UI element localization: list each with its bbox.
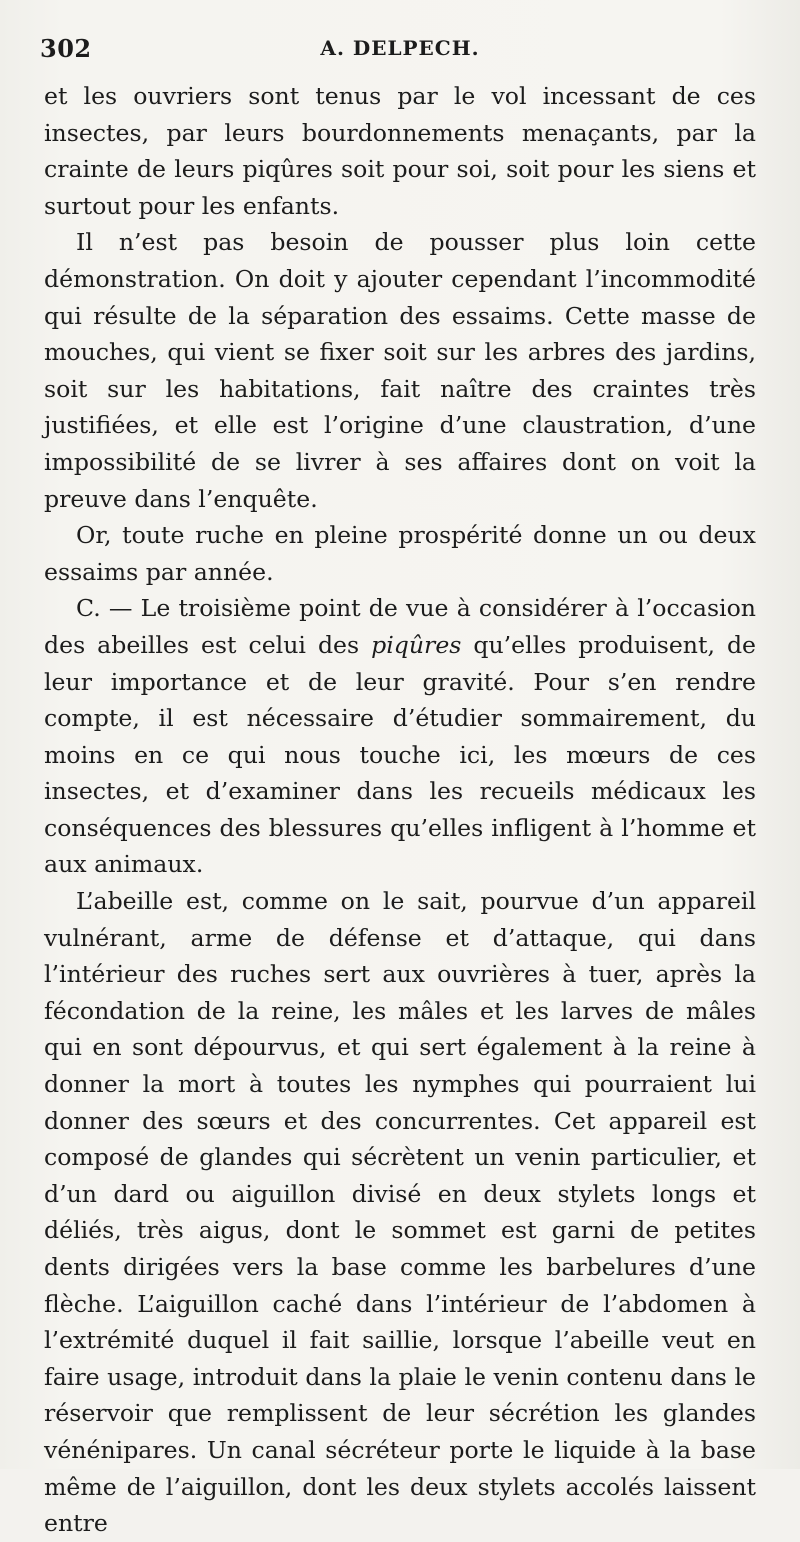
page-header — [40, 34, 760, 68]
running-head: A. DELPECH. — [320, 36, 480, 60]
paragraph-1: et les ouvriers sont tenus par le vol incessant de ces insectes, par leurs bourdonnements menaçants, par la crainte de leurs piqûres soit pour soi, soit pour les siens et surtout pour les enfants. — [44, 82, 756, 220]
paragraph-4-lead: C. — Le troisième point de vue à considérer à l’occasion des abeilles est celui des — [44, 594, 756, 659]
paragraph-4-tail: qu’elles produisent, de leur importance et de leur gravité. Pour s’en rendre compte, il est nécessaire d’étudier sommairement, du moins en ce qui nous touche ici, les mœurs de ces insectes, et d’examiner dans les recueils médicaux les conséquences des blessures qu’elles infligent à l’homme et aux animaux. — [44, 630, 757, 879]
paragraph-3: Or, toute ruche en pleine prospérité donne un ou deux essaims par année. — [44, 521, 756, 586]
emphasis-piqures: piqûres — [371, 630, 462, 659]
paragraph-4 — [44, 590, 756, 883]
page-number: 302 — [40, 34, 92, 63]
paragraph-2: Il n’est pas besoin de pousser plus loin cette démonstration. On doit y ajouter cependant l’incommodité qui résulte de la séparation des essaims. Cette masse de mouches, qui vient se fixer soit sur les arbres des jardins, soit sur les habitations, fait naître des craintes très justifiées, et elle est l’origine d’une claustration, d’une impossibilité de se livrer à ses affaires dont on voit la preuve dans l’enquête. — [44, 228, 756, 513]
body-text — [44, 78, 756, 1542]
paragraph-5: L’abeille est, comme on le sait, pourvue d’un appareil vulnérant, arme de défense et d’attaque, qui dans l’intérieur des ruches sert aux ouvrières à tuer, après la fécondation de la reine, les mâles et les larves de mâles qui en sont dépourvus, et qui sert également à la reine à donner la mort à toutes les nymphes qui pourraient lui donner des sœurs et des concurrentes. Cet appareil est composé de glandes qui sécrètent un venin particulier, et d’un dard ou aiguillon divisé en deux stylets longs et déliés, très aigus, dont le sommet est garni de petites dents dirigées vers la base comme les barbelures d’une flèche. L’aiguillon caché dans l’intérieur de l’abdomen à l’extrémité duquel il fait saillie, lorsque l’abeille veut en faire usage, introduit dans la plaie le venin contenu dans le réservoir que remplissent de leur sécrétion les glandes vénénipares. Un canal sécréteur porte le liquide à la base même de l’aiguillon, dont les deux stylets accolés laissent entre — [44, 887, 756, 1538]
